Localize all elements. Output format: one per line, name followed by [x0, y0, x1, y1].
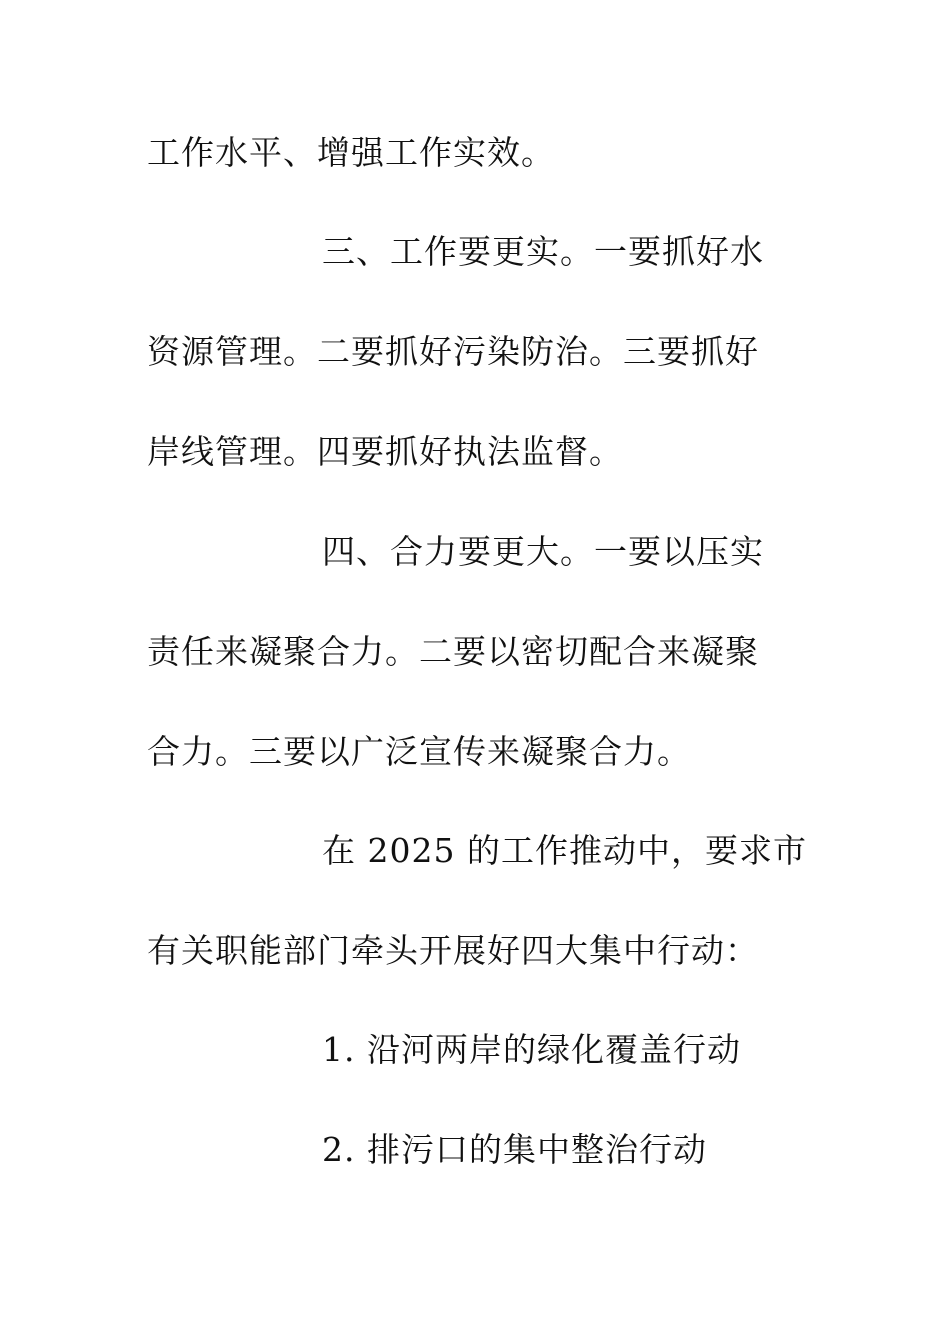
section-heading-line: 三、工作要更实。一要抓好水 — [322, 232, 764, 271]
paragraph-line: 有关职能部门牵头开展好四大集中行动： — [147, 931, 759, 970]
paragraph-line: 资源管理。二要抓好污染防治。三要抓好 — [147, 332, 759, 371]
list-item: 2. 排污口的集中整治行动 — [322, 1130, 707, 1169]
paragraph-line: 责任来凝聚合力。二要以密切配合来凝聚 — [147, 632, 759, 671]
section-heading-line: 四、合力要更大。一要以压实 — [322, 532, 764, 571]
paragraph-line: 工作水平、增强工作实效。 — [147, 133, 555, 172]
paragraph-line: 合力。三要以广泛宣传来凝聚合力。 — [147, 732, 691, 771]
paragraph-line: 岸线管理。四要抓好执法监督。 — [147, 432, 623, 471]
paragraph-line: 在 2025 的工作推动中，要求市 — [322, 831, 807, 870]
list-item: 1. 沿河两岸的绿化覆盖行动 — [322, 1030, 741, 1069]
